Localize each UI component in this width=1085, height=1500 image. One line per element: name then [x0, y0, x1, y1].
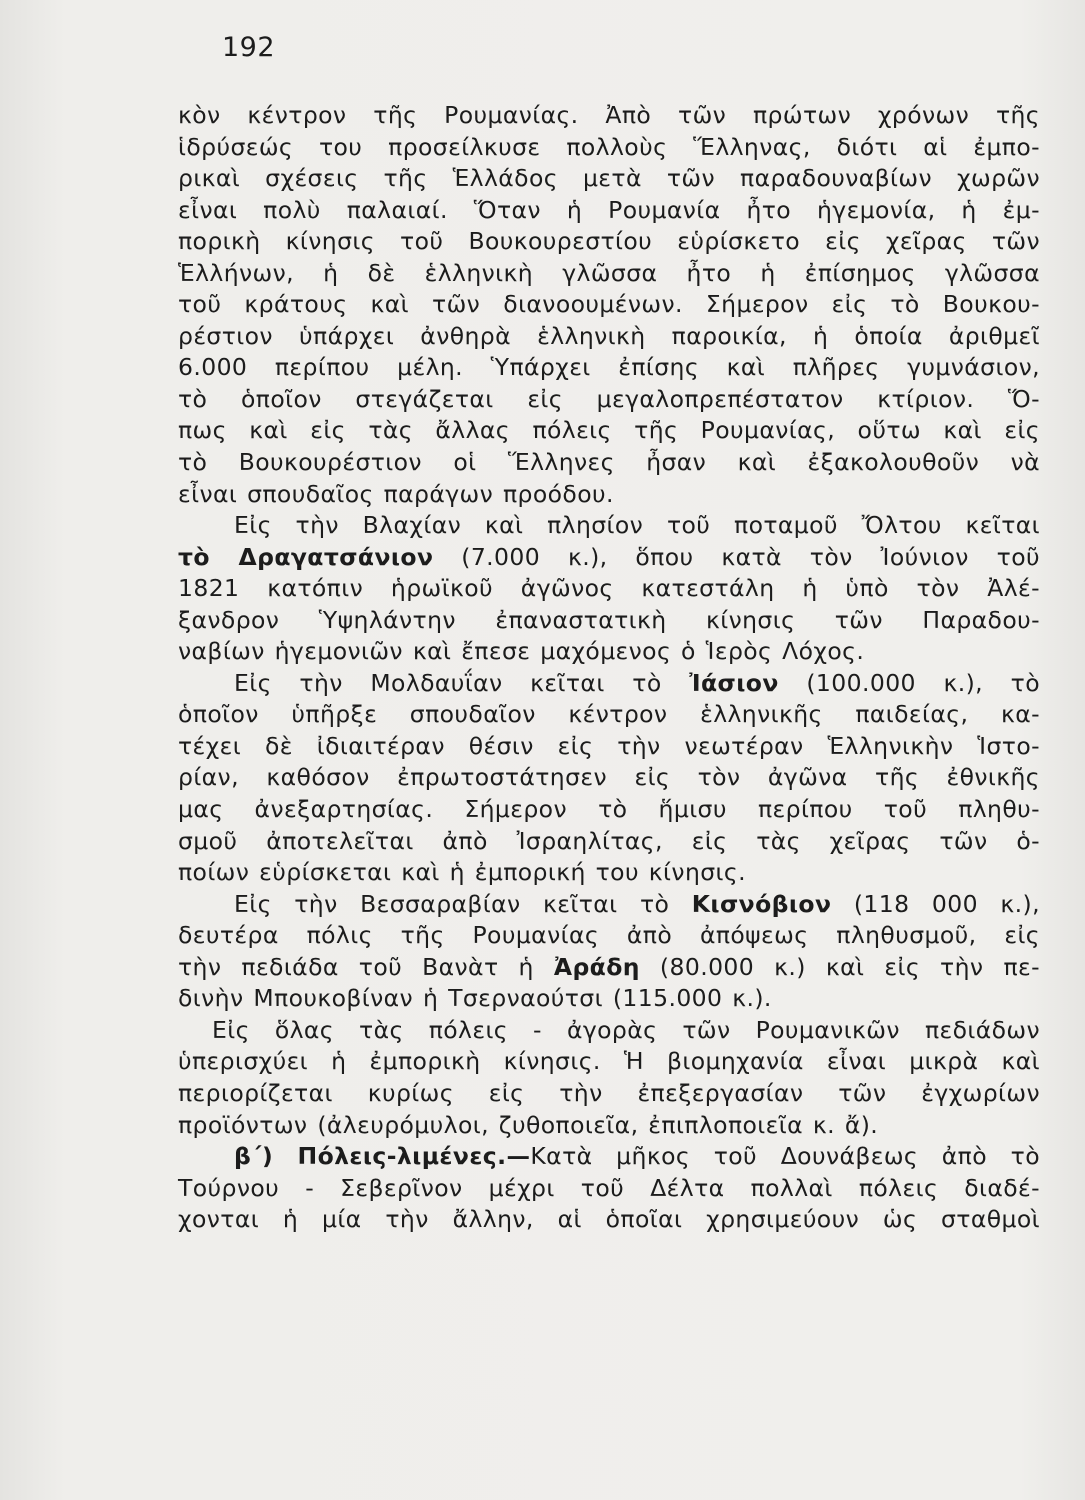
text-line: Ἑλλήνων, ἡ δὲ ἑλληνικὴ γλῶσσα ἦτο ἡ ἐπίσημος γλῶσσα — [178, 258, 1040, 287]
text-line: ἱδρύσεώς του προσείλκυσε πολλοὺς Ἕλληνας, διότι αἱ ἐμπο- — [178, 132, 1040, 161]
text-fragment: (100.000 κ.), τὸ — [806, 668, 1040, 697]
text-line: μας ἀνεξαρτησίας. Σήμερον τὸ ἥμισυ περίπου τοῦ πληθυ- — [178, 795, 1040, 824]
text-line: δινὴν Μπουκοβίναν ἡ Τσερναούτσι (115.000 κ.). — [178, 984, 772, 1013]
text-line: τοῦ κράτους καὶ τῶν διανοουμένων. Σήμερον εἰς τὸ Βουκου- — [178, 290, 1040, 319]
text-line — [178, 952, 1040, 984]
text-line: ποίων εὑρίσκεται καὶ ἡ ἐμπορική του κίνησις. — [178, 858, 746, 887]
place-name-kisnovion: Κισνόβιον — [691, 889, 832, 918]
page-number: 192 — [222, 32, 276, 63]
text-line: πως καὶ εἰς τὰς ἄλλας πόλεις τῆς Ρουμανίας, οὕτω καὶ εἰς — [178, 416, 1040, 445]
text-line: τὸ ὁποῖον στεγάζεται εἰς μεγαλοπρεπέστατον κτίριον. Ὅ- — [178, 384, 1040, 413]
text-line: Εἰς ὅλας τὰς πόλεις - ἀγορὰς τῶν Ρουμανικῶν πεδιάδων — [212, 1015, 1040, 1044]
text-fragment: Εἰς τὴν Βεσσαραβίαν κεῖται τὸ — [234, 889, 670, 918]
text-line: Τούρνου - Σεβερῖνον μέχρι τοῦ Δέλτα πολλαὶ πόλεις διαδέ- — [178, 1173, 1040, 1202]
text-line — [178, 668, 1040, 700]
place-name-aradi: Ἀράδη — [553, 952, 640, 981]
text-line: εἶναι σπουδαῖος παράγων προόδου. — [178, 479, 614, 508]
text-fragment: (7.000 κ.), ὅπου κατὰ τὸν Ἰούνιον τοῦ — [461, 542, 1041, 571]
text-line: σμοῦ ἀποτελεῖται ἀπὸ Ἰσραηλίτας, εἰς τὰς χεῖρας τῶν ὁ- — [178, 826, 1040, 855]
text-fragment: (118 000 κ.), — [853, 889, 1040, 918]
text-line: περιορίζεται κυρίως εἰς τὴν ἐπεξεργασίαν τῶν ἐγχωρίων — [178, 1078, 1040, 1107]
text-fragment: τὴν πεδιάδα τοῦ Βανὰτ ἡ — [178, 952, 534, 981]
text-line: τὸ Βουκουρέστιον οἱ Ἕλληνες ἦσαν καὶ ἐξακολουθοῦν νὰ — [178, 448, 1040, 477]
text-fragment: Εἰς τὴν Μολδαυΐαν κεῖται τὸ — [234, 668, 662, 697]
place-name-dragatsanion: τὸ Δραγατσάνιον — [178, 542, 434, 571]
section-heading: β΄) Πόλεις-λιμένες.— — [234, 1142, 531, 1171]
text-fragment: Κατὰ μῆκος τοῦ Δουνάβεως ἀπὸ τὸ — [530, 1142, 1040, 1171]
text-line: ρέστιον ὑπάρχει ἀνθηρὰ ἑλληνικὴ παροικία, ἡ ὁποία ἀριθμεῖ — [178, 321, 1040, 350]
text-line: τέχει δὲ ἰδιαιτέραν θέσιν εἰς τὴν νεωτέραν Ἑλληνικὴν Ἱστο- — [178, 731, 1040, 760]
text-line: πορικὴ κίνησις τοῦ Βουκουρεστίου εὑρίσκετο εἰς χεῖρας τῶν — [178, 227, 1040, 256]
text-line: ρίαν, καθόσον ἐπρωτοστάτησεν εἰς τὸν ἀγῶνα τῆς ἐθνικῆς — [178, 763, 1040, 792]
text-line: 1821 κατόπιν ἡρωϊκοῦ ἀγῶνος κατεστάλη ἡ ὑπὸ τὸν Ἀλέ- — [178, 574, 1040, 603]
text-line — [178, 542, 1040, 574]
text-line: ναβίων ἡγεμονιῶν καὶ ἔπεσε μαχόμενος ὁ Ἱερὸς Λόχος. — [178, 637, 865, 666]
text-line: ὁποῖον ὑπῆρξε σπουδαῖον κέντρον ἑλληνικῆς παιδείας, κα- — [178, 700, 1040, 729]
text-line: προϊόντων (ἀλευρόμυλοι, ζυθοποιεῖα, ἐπιπλοποιεῖα κ. ἄ). — [178, 1110, 879, 1139]
text-line: ρικαὶ σχέσεις τῆς Ἑλλάδος μετὰ τῶν παραδουναβίων χωρῶν — [178, 164, 1040, 193]
text-line: ὑπερισχύει ἡ ἐμπορικὴ κίνησις. Ἡ βιομηχανία εἶναι μικρὰ καὶ — [178, 1047, 1040, 1076]
text-line: εἶναι πολὺ παλαιαί. Ὅταν ἡ Ρουμανία ἦτο ἡγεμονία, ἡ ἐμ- — [178, 195, 1040, 224]
text-line: κὸν κέντρον τῆς Ρουμανίας. Ἀπὸ τῶν πρώτων χρόνων τῆς — [178, 101, 1040, 129]
text-line: Εἰς τὴν Βλαχίαν καὶ πλησίον τοῦ ποταμοῦ Ὄλτου κεῖται — [234, 511, 1040, 540]
text-line — [178, 1141, 1040, 1173]
text-fragment: (80.000 κ.) καὶ εἰς τὴν πε- — [659, 952, 1040, 981]
text-line — [178, 889, 1040, 921]
text-line: δευτέρα πόλις τῆς Ρουμανίας ἀπὸ ἀπόψεως πληθυσμοῦ, εἰς — [178, 921, 1040, 950]
text-line: ξανδρον Ὑψηλάντην ἐπαναστατικὴ κίνησις τῶν Παραδου- — [178, 605, 1040, 634]
text-line: 6.000 περίπου μέλη. Ὑπάρχει ἐπίσης καὶ πλῆρες γυμνάσιον, — [178, 353, 1040, 382]
body-text — [178, 100, 1040, 1236]
place-name-iasion: Ἰάσιον — [689, 668, 779, 697]
text-line: χονται ἡ μία τὴν ἄλλην, αἱ ὁποῖαι χρησιμεύουν ὡς σταθμοὶ — [178, 1205, 1040, 1234]
